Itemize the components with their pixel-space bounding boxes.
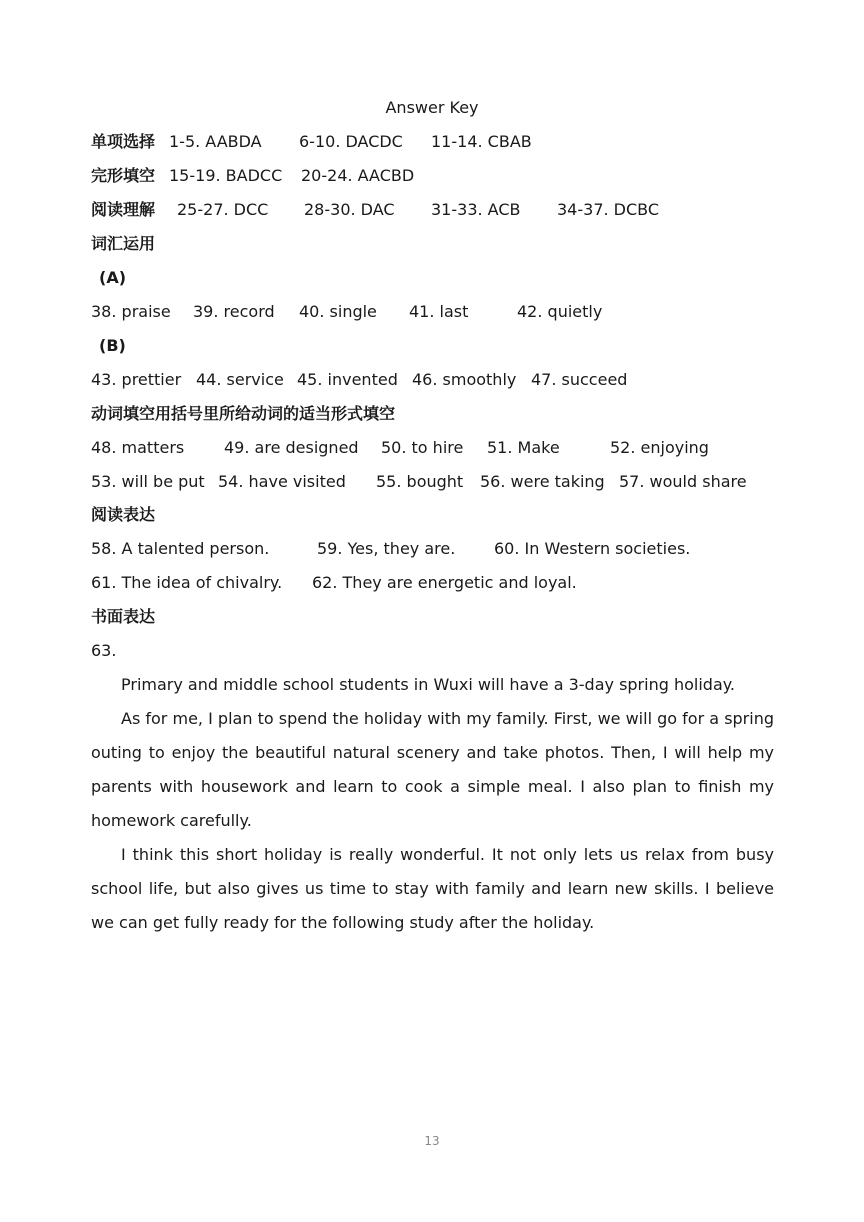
answer-46: 46. smoothly (412, 370, 517, 389)
writing-paragraph-2: As for me, I plan to spend the holiday with my family. First, we will go for a spring outing to enjoy the beautiful natural scenery and take photos. Then, I will help my parents with housework and learn to cook a simple meal. I also plan to finish my homework carefully. (91, 709, 774, 830)
answer-15-19: 15-19. BADCC (169, 166, 283, 185)
answer-55: 55. bought (376, 472, 464, 491)
reading-expression-heading: 阅读表达 (91, 505, 156, 524)
answer-52: 52. enjoying (610, 438, 709, 457)
single-choice-heading: 单项选择 (91, 132, 156, 151)
writing-number: 63. (91, 641, 117, 660)
cloze-heading: 完形填空 (91, 166, 156, 185)
answer-38: 38. praise (91, 302, 171, 321)
answer-57: 57. would share (619, 472, 747, 491)
answer-1-5: 1-5. AABDA (169, 132, 262, 151)
answer-25-27: 25-27. DCC (177, 200, 269, 219)
answer-31-33: 31-33. ACB (431, 200, 521, 219)
answer-54: 54. have visited (218, 472, 346, 491)
answer-20-24: 20-24. AACBD (301, 166, 415, 185)
answer-59: 59. Yes, they are. (317, 539, 456, 558)
answer-43: 43. prettier (91, 370, 182, 389)
vocabulary-part-a-label: (A) (99, 268, 127, 287)
answer-51: 51. Make (487, 438, 560, 457)
answer-48: 48. matters (91, 438, 185, 457)
answer-53: 53. will be put (91, 472, 205, 491)
answer-50: 50. to hire (381, 438, 464, 457)
answer-58: 58. A talented person. (91, 539, 270, 558)
answer-28-30: 28-30. DAC (304, 200, 395, 219)
answer-49: 49. are designed (224, 438, 359, 457)
answer-41: 41. last (409, 302, 469, 321)
reading-heading: 阅读理解 (91, 200, 156, 219)
writing-heading: 书面表达 (91, 607, 156, 626)
answer-62: 62. They are energetic and loyal. (312, 573, 577, 592)
writing-body (91, 668, 774, 940)
answer-61: 61. The idea of chivalry. (91, 573, 283, 592)
answer-42: 42. quietly (517, 302, 603, 321)
writing-paragraph-3: I think this short holiday is really wonderful. It not only lets us relax from busy school life, but also gives us time to stay with family and learn new skills. I believe we can get fully ready for the following study after the holiday. (91, 845, 774, 932)
answer-39: 39. record (193, 302, 275, 321)
vocabulary-heading: 词汇运用 (91, 234, 156, 253)
vocabulary-part-b-label: (B) (99, 336, 126, 355)
answer-40: 40. single (299, 302, 377, 321)
writing-paragraph-1: Primary and middle school students in Wuxi will have a 3-day spring holiday. (121, 675, 736, 694)
answer-47: 47. succeed (531, 370, 628, 389)
verbs-heading: 动词填空用括号里所给动词的适当形式填空 (91, 404, 396, 423)
page-number: 13 (424, 1134, 440, 1148)
answer-6-10: 6-10. DACDC (299, 132, 403, 151)
answer-44: 44. service (196, 370, 284, 389)
answer-60: 60. In Western societies. (494, 539, 691, 558)
page-title: Answer Key (385, 98, 479, 117)
answer-45: 45. invented (297, 370, 398, 389)
answer-56: 56. were taking (480, 472, 605, 491)
answer-11-14: 11-14. CBAB (431, 132, 532, 151)
answer-34-37: 34-37. DCBC (557, 200, 660, 219)
